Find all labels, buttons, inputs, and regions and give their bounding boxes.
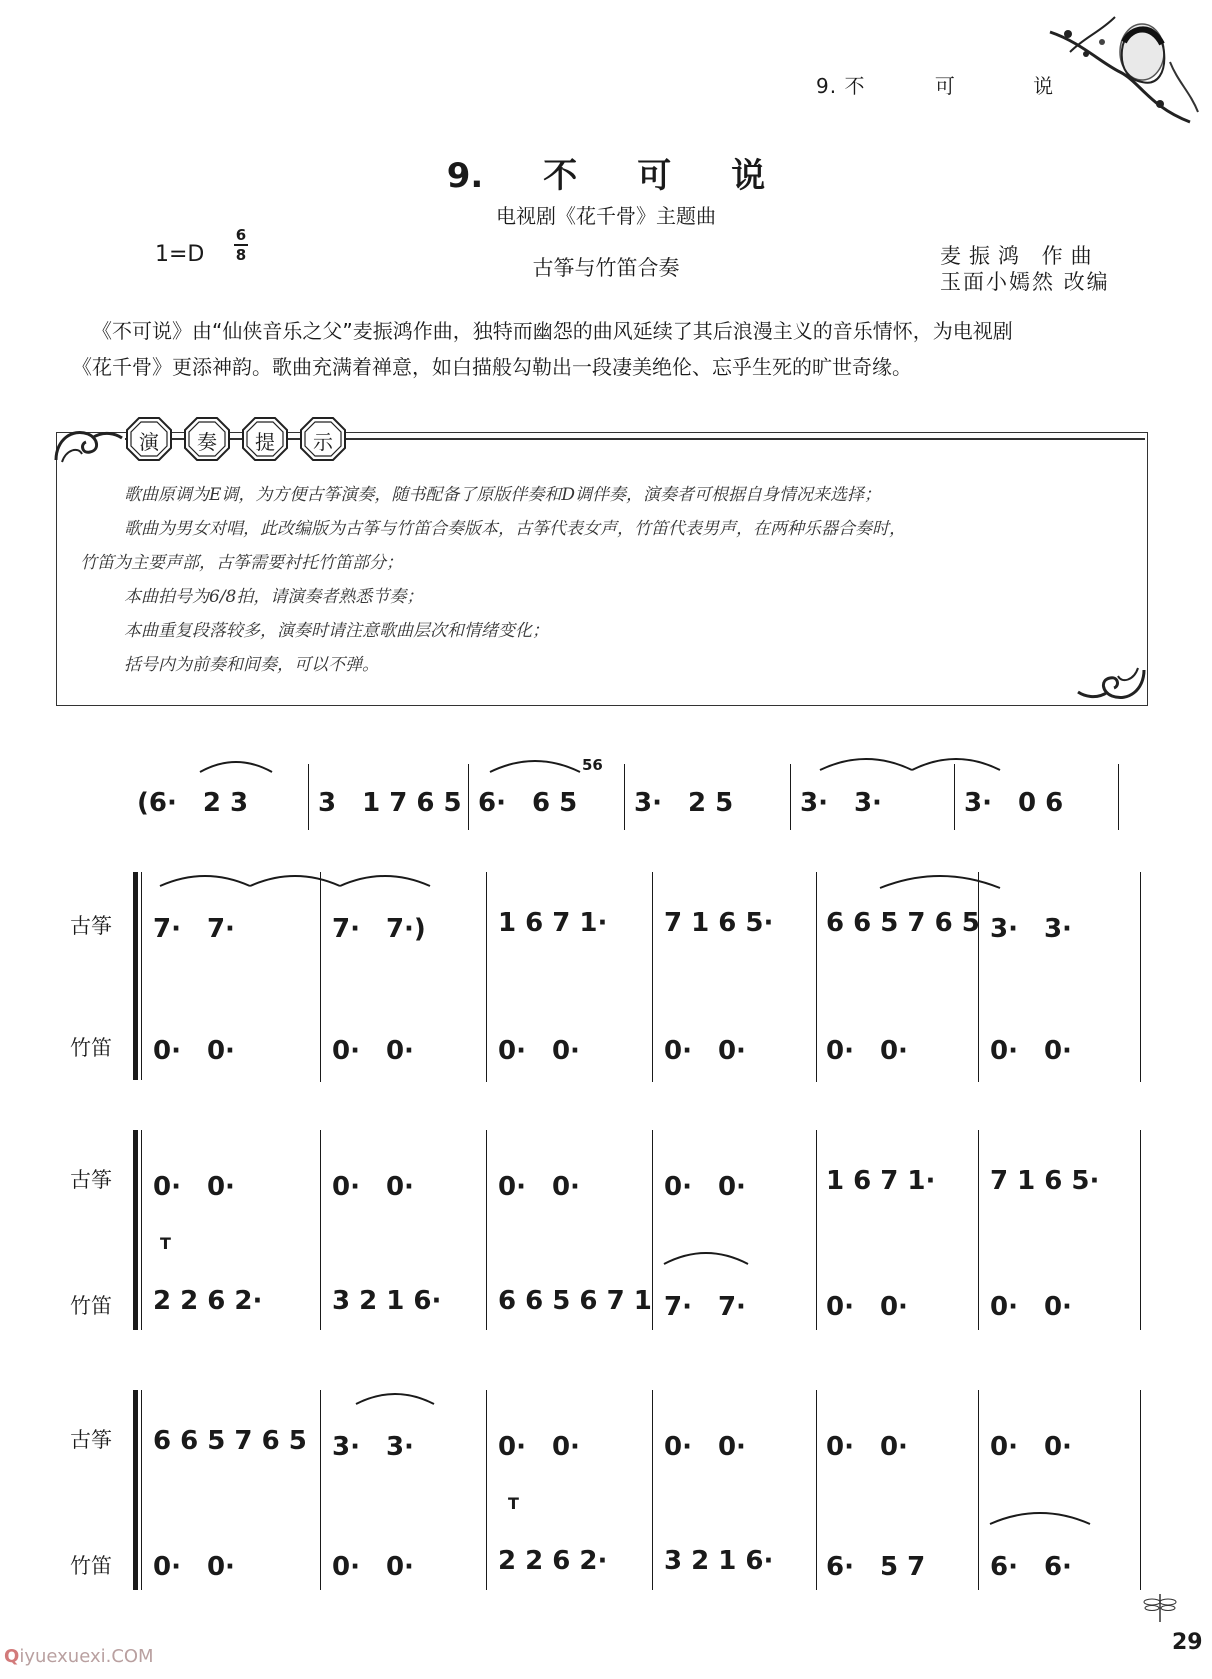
barline <box>320 1130 321 1330</box>
s2-zheng-m2: 7· 7·) <box>332 914 426 944</box>
barline <box>486 1390 487 1590</box>
s3-trill-mark: T <box>160 1234 171 1253</box>
hint-line-2: 歌曲为男女对唱，此改编版为古筝与竹笛合奏版本，古筝代表女声，竹笛代表男声，在两种乐器合奏时， <box>124 519 906 539</box>
s4-dizi-label: 竹笛 <box>70 1554 112 1578</box>
s1-measure-4: 3· 2 5 <box>634 788 734 818</box>
s4-dizi-m5: 6· 5 7 <box>826 1552 926 1582</box>
s4-dizi-m4: 3 2 1 6· <box>664 1546 774 1576</box>
barline <box>320 1390 321 1590</box>
s3-zheng-label: 古筝 <box>70 1168 112 1192</box>
s3-zheng-m3: 0· 0· <box>498 1172 580 1202</box>
hint-line-3: 竹笛为主要声部，古筝需要衬托竹笛部分； <box>80 553 403 573</box>
s4-zheng-m3: 0· 0· <box>498 1432 580 1462</box>
barline <box>652 1130 653 1330</box>
intro-line-1: 《不可说》由“仙侠音乐之父”麦振鸿作曲，独特而幽怨的曲风延续了其后浪漫主义的音乐情怀，为电视剧 <box>92 319 1013 343</box>
s3-dizi-m2: 3 2 1 6· <box>332 1286 442 1316</box>
barline <box>320 872 321 1082</box>
header-part-2: 可 <box>934 74 956 98</box>
barline <box>816 1130 817 1330</box>
watermark-rest: iyuexuexi.COM <box>19 1646 154 1667</box>
s2-zheng-m3: 1 6 7 1· <box>498 908 608 938</box>
title-char-1: 不 <box>543 156 578 196</box>
hint-badge-4 <box>299 416 347 462</box>
title-char-2: 可 <box>637 156 672 196</box>
s4-dizi-m3: 2 2 6 2· <box>498 1546 608 1576</box>
s3-zheng-m2: 0· 0· <box>332 1172 414 1202</box>
hint-badge-1-text: 演 <box>139 430 159 454</box>
s4-trill-mark: T <box>508 1494 519 1513</box>
s1-measure-3: 6· 6 5 <box>478 788 578 818</box>
running-header <box>816 70 1054 99</box>
s3-zheng-m6: 7 1 6 5· <box>990 1166 1100 1196</box>
watermark-prefix: Q <box>4 1646 20 1667</box>
site-watermark <box>4 1646 154 1667</box>
barline <box>486 872 487 1082</box>
ensemble-label: 古筝与竹笛合奏 <box>532 256 680 280</box>
s4-zheng-label: 古筝 <box>70 1428 112 1452</box>
barline <box>816 872 817 1082</box>
key-signature: 1=D <box>155 242 205 267</box>
hint-badge-3 <box>241 416 289 462</box>
hints-text <box>80 478 1140 682</box>
s4-zheng-m6: 0· 0· <box>990 1432 1072 1462</box>
barline <box>816 1390 817 1590</box>
s3-zheng-m1: 0· 0· <box>153 1172 235 1202</box>
subtitle: 电视剧《花千骨》主题曲 <box>496 204 716 228</box>
s4-zheng-m2: 3· 3· <box>332 1432 414 1462</box>
time-signature-bottom: 8 <box>235 246 247 264</box>
hint-badge-4-text: 示 <box>313 430 333 454</box>
header-part-3: 说 <box>1033 74 1055 98</box>
s4-zheng-m1: 6 6 5 7 6 5 <box>153 1426 307 1456</box>
s1-measure-2: 3 1 7 6 5 <box>318 788 462 818</box>
score-system-2 <box>0 872 1212 1082</box>
s3-dizi-label: 竹笛 <box>70 1294 112 1318</box>
title-char-3: 说 <box>731 156 766 196</box>
barline <box>652 1390 653 1590</box>
s2-zheng-label: 古筝 <box>70 914 112 938</box>
barline <box>652 872 653 1082</box>
hint-line-5: 本曲重复段落较多，演奏时请注意歌曲层次和情绪变化； <box>124 621 549 641</box>
s4-dizi-m2: 0· 0· <box>332 1552 414 1582</box>
s1-measure-1: (6· 2 3 <box>137 788 249 818</box>
s2-zheng-m6: 3· 3· <box>990 914 1072 944</box>
barline <box>978 872 979 1082</box>
hint-badge-1 <box>125 416 173 462</box>
s4-zheng-m4: 0· 0· <box>664 1432 746 1462</box>
page-title <box>0 148 1212 197</box>
hint-line-6: 括号内为前奏和间奏，可以不弹。 <box>124 655 379 675</box>
barline <box>1140 872 1141 1082</box>
s3-dizi-m6: 0· 0· <box>990 1292 1072 1322</box>
barline <box>978 1130 979 1330</box>
s2-dizi-m2: 0· 0· <box>332 1036 414 1066</box>
grace-notes: 56 <box>582 756 603 774</box>
barline <box>1140 1390 1141 1590</box>
hint-badge-2-text: 奏 <box>197 430 217 454</box>
s2-dizi-m3: 0· 0· <box>498 1036 580 1066</box>
s2-dizi-m1: 0· 0· <box>153 1036 235 1066</box>
score-system-4 <box>0 1390 1212 1590</box>
s2-dizi-label: 竹笛 <box>70 1036 112 1060</box>
intro-line-2: 《花千骨》更添神韵。歌曲充满着禅意，如白描般勾勒出一段凄美绝伦、忘乎生死的旷世奇缘。 <box>72 355 912 379</box>
hint-line-4: 本曲拍号为6/8拍，请演奏者熟悉节奏； <box>124 587 424 607</box>
s1-measure-5: 3· 3· <box>800 788 882 818</box>
s2-zheng-m1: 7· 7· <box>153 914 235 944</box>
s2-dizi-m5: 0· 0· <box>826 1036 908 1066</box>
s3-dizi-m5: 0· 0· <box>826 1292 908 1322</box>
barline <box>486 1130 487 1330</box>
s3-zheng-m4: 0· 0· <box>664 1172 746 1202</box>
score-system-1 <box>0 756 1212 840</box>
dragonfly-icon <box>1140 1588 1180 1628</box>
barline <box>1140 1130 1141 1330</box>
arranger-credit: 玉面小嫣然 改编 <box>940 270 1110 294</box>
time-signature-top: 6 <box>235 226 247 244</box>
header-part-1: 9. 不 <box>816 74 866 98</box>
s1-measure-6: 3· 0 6 <box>964 788 1064 818</box>
s4-dizi-m6: 6· 6· <box>990 1552 1072 1582</box>
composer-credit: 麦振鸿 作曲 <box>940 244 1100 268</box>
s3-dizi-m3: 6 6 5 6 7 1 <box>498 1286 652 1316</box>
hint-badge-3-text: 提 <box>255 430 275 454</box>
page-number: 29 <box>1172 1630 1203 1655</box>
title-number: 9. <box>446 156 484 196</box>
intro-paragraph <box>72 313 1152 385</box>
s4-dizi-m1: 0· 0· <box>153 1552 235 1582</box>
score-system-3 <box>0 1130 1212 1330</box>
s2-dizi-m4: 0· 0· <box>664 1036 746 1066</box>
s2-dizi-m6: 0· 0· <box>990 1036 1072 1066</box>
s1-slurs <box>0 760 1212 840</box>
barline <box>978 1390 979 1590</box>
hint-line-1: 歌曲原调为E调，为方便古筝演奏，随书配备了原版伴奏和D调伴奏，演奏者可根据自身情况来选择； <box>124 485 882 505</box>
s2-zheng-m4: 7 1 6 5· <box>664 908 774 938</box>
hint-badge-2 <box>183 416 231 462</box>
ink-painting-decoration <box>1040 12 1200 130</box>
s2-zheng-m5: 6 6 5 7 6 5 <box>826 908 980 938</box>
cloud-corner-ornament-top-left <box>52 420 124 466</box>
s3-zheng-m5: 1 6 7 1· <box>826 1166 936 1196</box>
s3-dizi-m4: 7· 7· <box>664 1292 746 1322</box>
s3-dizi-m1: 2 2 6 2· <box>153 1286 263 1316</box>
s4-zheng-m5: 0· 0· <box>826 1432 908 1462</box>
